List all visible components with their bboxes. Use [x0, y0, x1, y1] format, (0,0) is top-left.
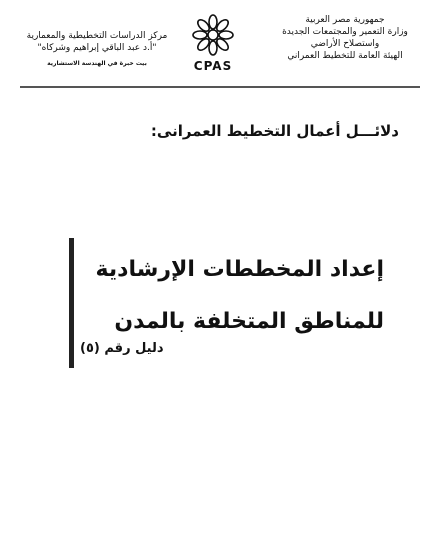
header-left-line: "أ.د عبد الباقي إبراهيم وشركاه" — [37, 43, 157, 53]
header-right-line: وزارة التعمير والمجتمعات الجديدة — [282, 27, 408, 37]
header-divider — [20, 86, 420, 88]
main-title-line: للمناطق المتخلفة بالمدن — [114, 309, 384, 334]
cpas-logo — [188, 13, 238, 83]
logo-text: CPAS — [193, 59, 233, 73]
guide-number: دليل رقم (٥) — [80, 341, 164, 356]
main-title — [84, 244, 384, 348]
main-title-line: إعداد المخططات الإرشادية — [95, 257, 384, 282]
series-title: دلائـــل أعمال التخطيط العمرانى: — [150, 122, 399, 140]
header-issuer-block — [270, 14, 420, 62]
header-right-line: واستصلاح الأراضي — [310, 39, 380, 49]
header-left-line: مركز الدراسات التخطيطية والمعمارية — [26, 31, 168, 41]
title-accent-bar — [69, 238, 74, 368]
header-right-line: جمهورية مصر العربية — [305, 15, 385, 25]
header-consultant-block — [22, 30, 172, 70]
header-right-line: الهيئة العامة للتخطيط العمراني — [287, 51, 403, 61]
header-motto: بيت خبرة في الهندسة الاستشارية — [47, 60, 147, 67]
cpas-logo-icon — [191, 13, 235, 57]
